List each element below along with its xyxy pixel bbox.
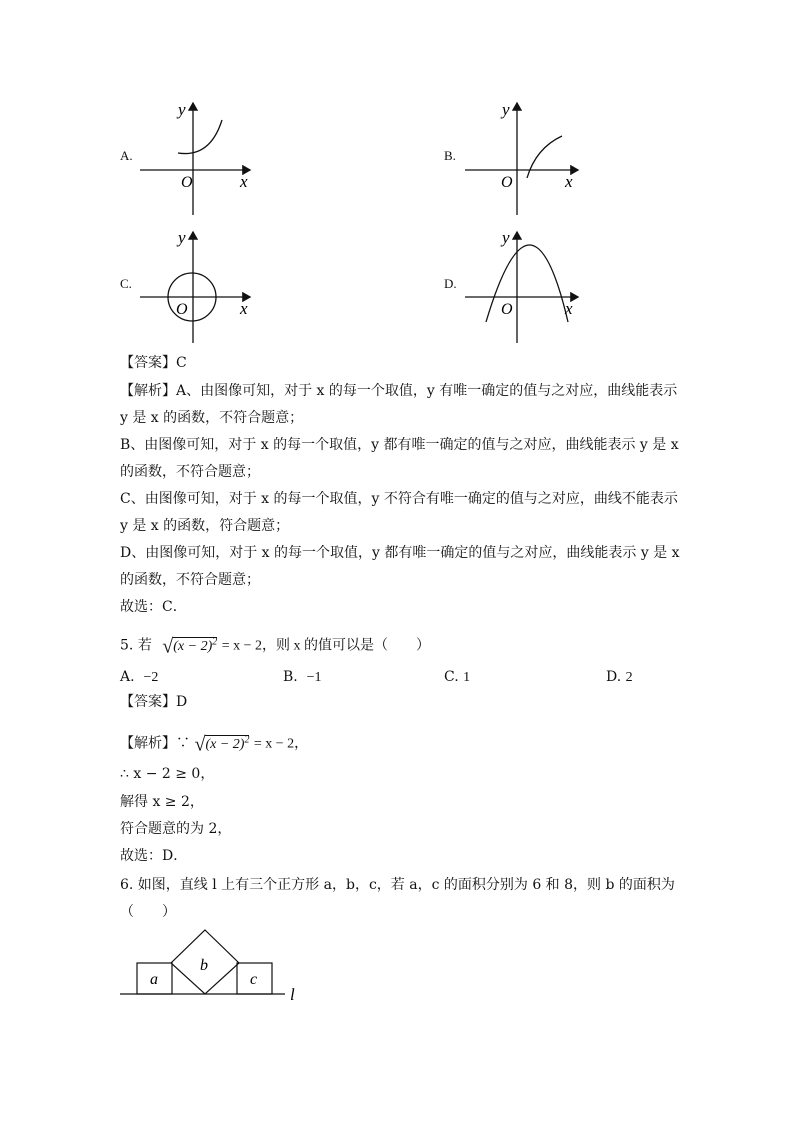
q5-choice-b: B. −1 bbox=[283, 669, 322, 685]
graph-a-x-label: x bbox=[240, 172, 248, 191]
graph-a-origin: O bbox=[181, 174, 193, 191]
graph-d-origin: O bbox=[501, 301, 513, 318]
label-l: l bbox=[290, 985, 295, 1004]
q5-radicand: $(x - 2)^2$ bbox=[173, 636, 218, 654]
graph-c-origin: O bbox=[176, 301, 188, 318]
q5-choice-c: C. 1 bbox=[444, 669, 471, 685]
label-c: c bbox=[250, 971, 258, 988]
because-symbol: ∵ bbox=[176, 735, 190, 752]
graph-d-y-label: y bbox=[502, 228, 510, 247]
q4-analysis-line-2: y 是 x 的函数，不符合题意； bbox=[120, 410, 304, 426]
graph-c-y-label: y bbox=[178, 228, 186, 247]
q5-analysis-radicand: $(x - 2)^2$ bbox=[205, 734, 250, 752]
q4-analysis-line-7: D、由图像可知，对于 x 的每一个取值，y 都有唯一确定的值与之对应，曲线能表示 y 是 x bbox=[120, 545, 680, 561]
label-a: a bbox=[150, 971, 158, 988]
graph-d bbox=[465, 228, 578, 343]
q4-analysis-line-1: 【解析】A、由图像可知，对于 x 的每一个取值，y 有唯一确定的值与之对应，曲线能表示 bbox=[120, 383, 678, 399]
q5-number: 5. bbox=[120, 637, 134, 654]
q4-analysis-tag: 【解析】 bbox=[120, 383, 176, 399]
q5-prefix: 若 bbox=[137, 637, 152, 654]
graph-b-x-label: x bbox=[565, 172, 573, 191]
q5-analysis-rhs: = x − 2， bbox=[253, 736, 309, 752]
graph-c-x-label: x bbox=[240, 299, 248, 318]
graph-a-y-label: y bbox=[178, 100, 186, 119]
q5-answer-tag: 【答案】 bbox=[120, 694, 176, 710]
graph-a-curve bbox=[178, 120, 222, 154]
graph-b bbox=[465, 100, 578, 215]
q4-analysis-line-8: 的函数，不符合题意； bbox=[120, 572, 260, 588]
q6-stem-line-2: （ ） bbox=[120, 904, 176, 920]
q4-answer-value: C bbox=[176, 355, 187, 371]
graph-b-origin: O bbox=[501, 174, 513, 191]
q4-analysis-line-3: B、由图像可知，对于 x 的每一个取值，y 都有唯一确定的值与之对应，曲线能表示 y 是 x bbox=[120, 437, 679, 453]
q5-step-1: ∴ x − 2 ≥ 0， bbox=[120, 766, 215, 782]
graph-b-curve bbox=[527, 136, 562, 178]
q5-step-2: 解得 x ≥ 2， bbox=[120, 794, 204, 810]
graph-b-y-label: y bbox=[502, 100, 510, 119]
option-label-c: C. bbox=[120, 276, 132, 291]
graph-d-parabola bbox=[486, 245, 568, 322]
option-label-a: A. bbox=[120, 148, 133, 163]
q4-analysis-line-6: y 是 x 的函数，符合题意； bbox=[120, 518, 290, 534]
option-label-b: B. bbox=[444, 148, 456, 163]
q5-answer bbox=[120, 692, 187, 712]
q5-analysis-tag: 【解析】 bbox=[120, 735, 176, 752]
graph-d-x-label: x bbox=[565, 299, 573, 318]
q4-answer bbox=[120, 353, 187, 373]
q6-stem-line-1: 6. 如图，直线 l 上有三个正方形 a，b，c，若 a，c 的面积分别为 6 和 8，则 b 的面积为 bbox=[120, 877, 675, 893]
q4-analysis-line-9: 故选：C． bbox=[120, 599, 187, 615]
q5-step-4: 故选：D． bbox=[120, 848, 188, 864]
graph-a bbox=[140, 100, 250, 215]
sqrt-sign: √ bbox=[194, 733, 206, 756]
q6-squares-figure bbox=[110, 920, 310, 1010]
graph-c bbox=[140, 228, 250, 343]
q5-rhs: = x − 2，则 x 的值可以是（ ） bbox=[221, 638, 430, 654]
label-b: b bbox=[200, 957, 208, 974]
q5-stem bbox=[120, 632, 430, 657]
q5-answer-value: D bbox=[176, 694, 188, 710]
q4-analysis-line-4: 的函数，不符合题意； bbox=[120, 464, 260, 480]
sqrt-sign: √ bbox=[162, 635, 174, 658]
q4-graphs-figure bbox=[0, 0, 794, 360]
q5-choice-d: D. 2 bbox=[606, 669, 633, 685]
option-label-d: D. bbox=[444, 276, 457, 291]
q4-analysis-line-5: C、由图像可知，对于 x 的每一个取值，y 不符合有唯一确定的值与之对应，曲线不能表示 bbox=[120, 491, 678, 507]
q5-step-3: 符合题意的为 2， bbox=[120, 821, 232, 837]
q4-answer-tag: 【答案】 bbox=[120, 355, 176, 371]
q5-choice-a: A. −2 bbox=[120, 669, 159, 685]
q5-analysis bbox=[120, 730, 308, 755]
